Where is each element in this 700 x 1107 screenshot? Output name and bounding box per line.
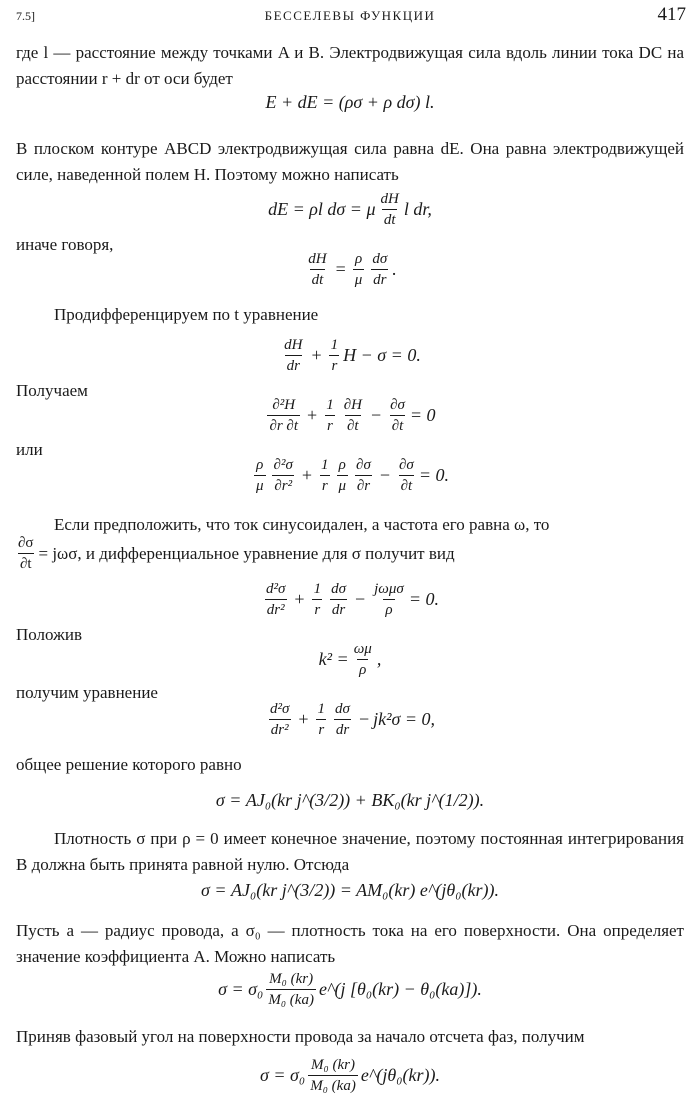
fraction (370, 250, 389, 289)
fraction-numerator: dH (284, 337, 303, 353)
fraction (312, 580, 324, 619)
fraction-numerator: ∂²σ (273, 457, 293, 473)
fraction-denominator: r (312, 599, 322, 619)
fraction (378, 190, 400, 229)
equation-5 (0, 396, 700, 435)
equation-2 (0, 190, 700, 229)
fraction-numerator: ρ (256, 457, 264, 473)
equation-term: σ = σ₀ (218, 979, 264, 999)
equation-term: + (298, 709, 309, 729)
equation-term: + (301, 465, 313, 485)
equation-term: . (392, 259, 397, 279)
equation-10: σ = AJ₀(kr j^(3/2)) + BK₀(kr j^(1/2)). (215, 790, 485, 810)
fraction (306, 250, 328, 289)
fraction-denominator: dt (310, 269, 326, 289)
equation-term: = (335, 259, 346, 279)
fraction (342, 396, 364, 435)
paragraph-1: где l — расстояние между точками A и B. Электродвижущая сила вдоль линии тока DC на расстоянии r + dr от оси будет (16, 43, 684, 88)
paragraph-10: общее решение которого равно (16, 755, 242, 774)
equation-term: σ = σ₀ (260, 1065, 306, 1085)
fraction-denominator: ∂t (399, 475, 415, 495)
fraction (319, 456, 331, 495)
fraction-denominator: dr (285, 355, 302, 375)
fraction (264, 580, 287, 619)
section-number: 7.5] (16, 9, 35, 23)
fraction-numerator: 1 (313, 581, 322, 597)
equation-term: + (294, 589, 305, 609)
fraction-denominator: dt (382, 209, 398, 229)
fraction-numerator: 1 (326, 397, 334, 413)
eq2-right: l dr, (403, 199, 432, 219)
equation-term: e^(j [θ₀(kr) − θ₀(ka)]). (318, 979, 482, 999)
running-title: БЕССЕЛЕВЫ ФУНКЦИИ (264, 8, 436, 23)
equation-term: − (354, 589, 366, 609)
fraction-numerator: ∂σ (18, 535, 34, 551)
equation-13 (0, 1056, 700, 1095)
fraction (329, 580, 348, 619)
fraction-denominator: ∂r (355, 475, 372, 495)
page-number: 417 (657, 4, 686, 25)
fraction (254, 456, 266, 495)
fraction-numerator: ∂σ (399, 457, 414, 473)
paragraph-4: Продифференцируем по t уравнение (54, 305, 319, 324)
paragraph-11: Плотность σ при ρ = 0 имеет конечное значение, поэтому постоянная интегрирования B должна быть принята равной нулю. Отсюда (16, 829, 684, 874)
fraction-denominator: r (316, 719, 326, 739)
fraction-numerator: ∂σ (356, 457, 371, 473)
equation-term: e^(jθ₀(kr)). (360, 1065, 440, 1085)
paragraph-3: иначе говоря, (16, 235, 114, 254)
paragraph-6: или (16, 440, 43, 459)
equation-term: H − σ = 0. (343, 345, 421, 365)
paragraph-5: Получаем (16, 381, 88, 400)
fraction (267, 396, 300, 435)
fraction-denominator: μ (254, 475, 266, 495)
fraction-numerator: ∂H (343, 397, 362, 413)
fraction-denominator: ∂r ∂t (267, 415, 300, 435)
equation-term: + (311, 345, 322, 365)
paragraph-text: = jωσ, и дифференциальное уравнение для σ получит вид (38, 543, 455, 563)
fraction (353, 250, 365, 289)
fraction-numerator: 1 (321, 457, 329, 473)
fraction-numerator: dH (380, 191, 399, 207)
paragraph-2: В плоском контуре ABCD электродвижущая сила равна dE. Она равна электродвижущей силе, наведенной полем H. Поэтому можно написать (16, 139, 684, 184)
fraction (268, 700, 291, 739)
fraction (316, 700, 328, 739)
paragraph-9: получим уравнение (16, 683, 158, 702)
fraction-denominator: ∂t (345, 415, 361, 435)
fraction-denominator: r (325, 415, 335, 435)
fraction-numerator: 1 (317, 701, 326, 717)
fraction-numerator: ∂²H (272, 397, 296, 413)
equation-term: k² = (318, 649, 349, 669)
fraction-denominator: ρ (383, 599, 394, 619)
fraction (397, 456, 416, 495)
fraction-numerator: d²σ (269, 701, 290, 717)
fraction (352, 640, 374, 679)
fraction-denominator: ∂r² (272, 475, 294, 495)
fraction-denominator: M₀ (ka) (308, 1075, 358, 1095)
equation-term: = 0 (409, 405, 436, 425)
fraction (333, 700, 352, 739)
fraction (266, 970, 316, 1009)
fraction-numerator: ρ (354, 251, 363, 267)
fraction-numerator: dH (308, 251, 327, 267)
fraction-denominator: r (329, 355, 339, 375)
fraction (282, 336, 304, 375)
equation-4 (0, 336, 700, 375)
fraction-denominator: ρ (357, 659, 368, 679)
fraction-denominator: dr (371, 269, 388, 289)
equation-term: + (307, 405, 318, 425)
equation-11: σ = AJ₀(kr j^(3/2)) = AM₀(kr) e^(jθ₀(kr)). (200, 880, 500, 900)
fraction-numerator: ρ (338, 457, 346, 473)
fraction (372, 580, 406, 619)
equation-12 (0, 970, 700, 1009)
fraction-numerator: d²σ (266, 581, 286, 597)
equation-term: jk²σ = 0, (373, 709, 436, 729)
equation-term: = 0. (418, 465, 449, 485)
fraction-numerator: ∂σ (390, 397, 405, 413)
fraction-numerator: ωμ (353, 641, 372, 657)
equation-term: = 0. (408, 589, 439, 609)
fraction (337, 456, 349, 495)
paragraph-7a: Если предположить, что ток синусоидален, а частота его равна ω, то (54, 515, 550, 534)
paragraph-13: Приняв фазовый угол на поверхности провода за начало отсчета фаз, получим (16, 1027, 585, 1046)
fraction-denominator: μ (353, 269, 365, 289)
fraction-denominator: dr² (269, 719, 291, 739)
fraction-denominator: M₀ (ka) (266, 989, 316, 1009)
paragraph-7b (16, 534, 684, 573)
fraction-denominator: ∂t (18, 553, 34, 573)
equation-9 (0, 700, 700, 739)
equation-term: − (370, 405, 382, 425)
eq2-left: dE = ρl dσ = μ (268, 199, 376, 219)
fraction (329, 336, 341, 375)
fraction-numerator: jωμσ (374, 581, 404, 597)
fraction-denominator: ∂t (390, 415, 406, 435)
fraction-denominator: r (320, 475, 330, 495)
fraction-numerator: dσ (331, 581, 346, 597)
fraction-numerator: M₀ (kr) (269, 971, 314, 987)
fraction (272, 456, 295, 495)
equation-term: , (376, 649, 382, 669)
fraction-numerator: dσ (372, 251, 388, 267)
paragraph-12: Пусть a — радиус провода, а σ₀ — плотность тока на его поверхности. Она определяет значение коэффициента A. Можно написать (16, 921, 684, 966)
fraction-numerator: dσ (335, 701, 350, 717)
fraction (16, 534, 36, 573)
paragraph-8: Положив (16, 625, 82, 644)
equation-term: − (358, 709, 370, 729)
fraction-denominator: dr (330, 599, 347, 619)
fraction (388, 396, 407, 435)
fraction-denominator: dr² (265, 599, 287, 619)
fraction (308, 1056, 358, 1095)
equation-term: − (379, 465, 391, 485)
fraction-denominator: dr (334, 719, 351, 739)
fraction-numerator: 1 (330, 337, 339, 353)
equation-8 (0, 640, 700, 679)
equation-3 (0, 250, 700, 289)
equation-1: E + dE = (ρσ + ρ dσ) l. (265, 92, 435, 112)
fraction (324, 396, 336, 435)
fraction-numerator: M₀ (kr) (311, 1057, 355, 1073)
fraction-denominator: μ (337, 475, 349, 495)
equation-7 (0, 580, 700, 619)
equation-6 (0, 456, 700, 495)
fraction (354, 456, 373, 495)
